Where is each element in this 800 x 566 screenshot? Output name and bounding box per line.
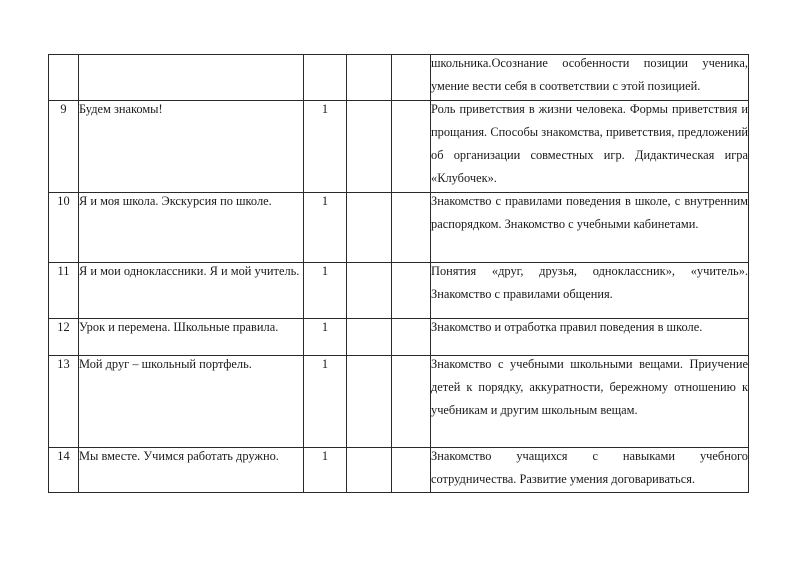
table-row: [49, 319, 749, 356]
cell-number: 11: [49, 263, 79, 319]
cell-topic: Мой друг – школьный портфель.: [79, 356, 304, 448]
cell-topic: [79, 55, 304, 101]
cell-date-plan: [347, 319, 392, 356]
cell-topic: Мы вместе. Учимся работать дружно.: [79, 448, 304, 493]
cell-hours: 1: [304, 319, 347, 356]
cell-number: [49, 55, 79, 101]
cell-hours: 1: [304, 448, 347, 493]
cell-date-fact: [392, 101, 431, 193]
cell-hours: 1: [304, 263, 347, 319]
cell-content: школьника.Осознание особенности позиции ученика, умение вести себя в соответствии с этой позицией.: [431, 55, 749, 101]
cell-content: Понятия «друг, друзья, одноклассник», «учитель». Знакомство с правилами общения.: [431, 263, 749, 319]
cell-topic: Будем знакомы!: [79, 101, 304, 193]
lesson-plan-table: [48, 54, 749, 493]
table-row-continuation: [49, 55, 749, 101]
table-row: [49, 356, 749, 448]
cell-date-fact: [392, 448, 431, 493]
cell-content: Знакомство с учебными школьными вещами. Приучение детей к порядку, аккуратности, бережному отношению к учебникам и другим школьным вещам.: [431, 356, 749, 448]
cell-date-plan: [347, 101, 392, 193]
cell-number: 9: [49, 101, 79, 193]
cell-date-plan: [347, 55, 392, 101]
cell-content: Роль приветствия в жизни человека. Формы приветствия и прощания. Способы знакомства, приветствия, предложений об организации совместных игр. Дидактическая игра «Клубочек».: [431, 101, 749, 193]
cell-number: 14: [49, 448, 79, 493]
cell-date-fact: [392, 193, 431, 263]
cell-hours: 1: [304, 193, 347, 263]
cell-number: 12: [49, 319, 79, 356]
cell-number: 13: [49, 356, 79, 448]
cell-content: Знакомство и отработка правил поведения в школе.: [431, 319, 749, 356]
cell-topic: Я и моя школа. Экскурсия по школе.: [79, 193, 304, 263]
cell-date-fact: [392, 319, 431, 356]
cell-hours: [304, 55, 347, 101]
cell-number: 10: [49, 193, 79, 263]
cell-topic: Урок и перемена. Школьные правила.: [79, 319, 304, 356]
cell-date-fact: [392, 356, 431, 448]
cell-content: Знакомство учащихся с навыками учебного сотрудничества. Развитие умения договариваться.: [431, 448, 749, 493]
cell-hours: 1: [304, 356, 347, 448]
table-row: [49, 193, 749, 263]
cell-date-plan: [347, 193, 392, 263]
cell-content: Знакомство с правилами поведения в школе, с внутренним распорядком. Знакомство с учебными кабинетами.: [431, 193, 749, 263]
cell-topic: Я и мои одноклассники. Я и мой учитель.: [79, 263, 304, 319]
cell-date-plan: [347, 263, 392, 319]
cell-date-fact: [392, 263, 431, 319]
table-row: [49, 448, 749, 493]
table-row: [49, 101, 749, 193]
cell-hours: 1: [304, 101, 347, 193]
cell-date-plan: [347, 448, 392, 493]
cell-date-fact: [392, 55, 431, 101]
table-row: [49, 263, 749, 319]
cell-date-plan: [347, 356, 392, 448]
